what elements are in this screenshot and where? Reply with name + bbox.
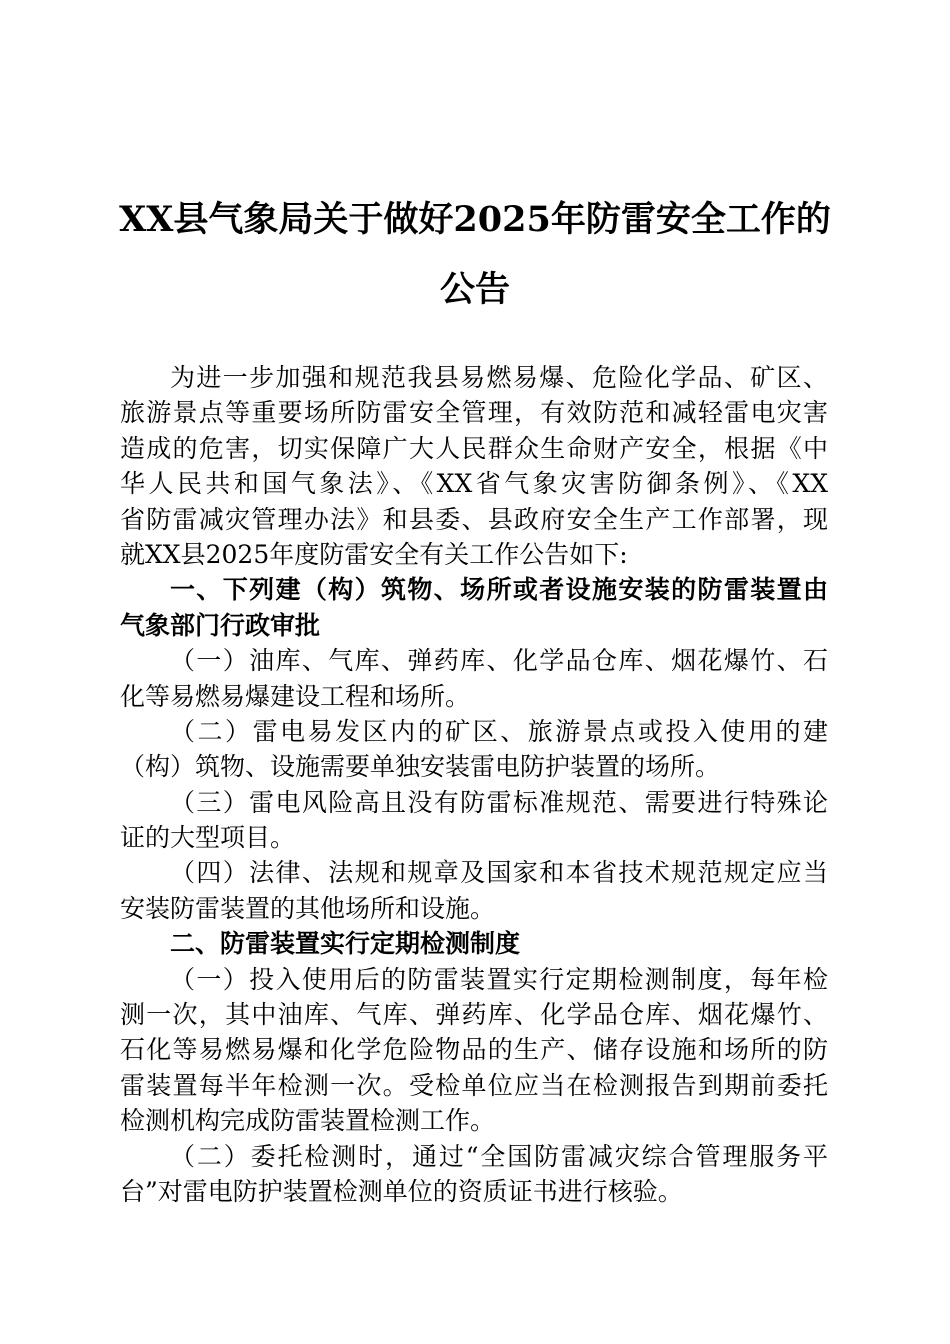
- body-line: 为进一步加强和规范我县易燃易爆、危险化学品、矿区、: [170, 363, 828, 392]
- body-line: 华人民共和国气象法》、《XX省气象灾害防御条例》、《XX: [120, 469, 828, 499]
- document-title-line-2: 公告: [439, 269, 510, 310]
- body-line: 化等易燃易爆建设工程和场所。: [120, 681, 471, 711]
- body-line: 造成的危害，切实保障广大人民群众生命财产安全，根据《中: [120, 433, 828, 463]
- body-line: 雷装置每半年检测一次。受检单位应当在检测报告到期前委托: [120, 1070, 828, 1100]
- section-heading-1: 一、下列建（构）筑物、场所或者设施安装的防雷装置由: [170, 575, 828, 605]
- document-title-line-1: XX县气象局关于做好2025年防雷安全工作的: [119, 199, 831, 240]
- body-line: 检测机构完成防雷装置检测工作。: [120, 1106, 496, 1136]
- body-line: 测一次，其中油库、气库、弹药库、化学品仓库、烟花爆竹、: [120, 1000, 828, 1030]
- body-line: （一）投入使用后的防雷装置实行定期检测制度，每年检: [170, 964, 828, 994]
- body-line: （构）筑物、设施需要单独安装雷电防护装置的场所。: [120, 752, 721, 782]
- body-line: 就XX县2025年度防雷安全有关工作公告如下:: [120, 539, 628, 569]
- body-line: 旅游景点等重要场所防雷安全管理，有效防范和减轻雷电灾害: [120, 398, 828, 428]
- document-body: [120, 360, 828, 1209]
- body-line: （二）雷电易发区内的矿区、旅游景点或投入使用的建: [170, 716, 828, 746]
- body-line: 证的大型项目。: [120, 823, 296, 853]
- body-line: （一）油库、气库、弹药库、化学品仓库、烟花爆竹、石: [170, 646, 828, 676]
- section-heading-1-cont: 气象部门行政审批: [120, 610, 321, 640]
- body-line: 安装防雷装置的其他场所和设施。: [120, 893, 496, 923]
- body-line: （三）雷电风险高且没有防雷标准规范、需要进行特殊论: [170, 787, 828, 817]
- body-line: （二）委托检测时，通过“全国防雷减灾综合管理服务平: [170, 1141, 828, 1171]
- body-line: 石化等易燃易爆和化学危险物品的生产、储存设施和场所的防: [120, 1035, 828, 1065]
- body-line: （四）法律、法规和规章及国家和本省技术规范规定应当: [170, 858, 828, 888]
- body-line: 台”对雷电防护装置检测单位的资质证书进行核验。: [120, 1176, 683, 1206]
- body-line: 省防雷减灾管理办法》和县委、县政府安全生产工作部署，现: [120, 504, 828, 534]
- section-heading-2: 二、防雷装置实行定期检测制度: [170, 929, 521, 959]
